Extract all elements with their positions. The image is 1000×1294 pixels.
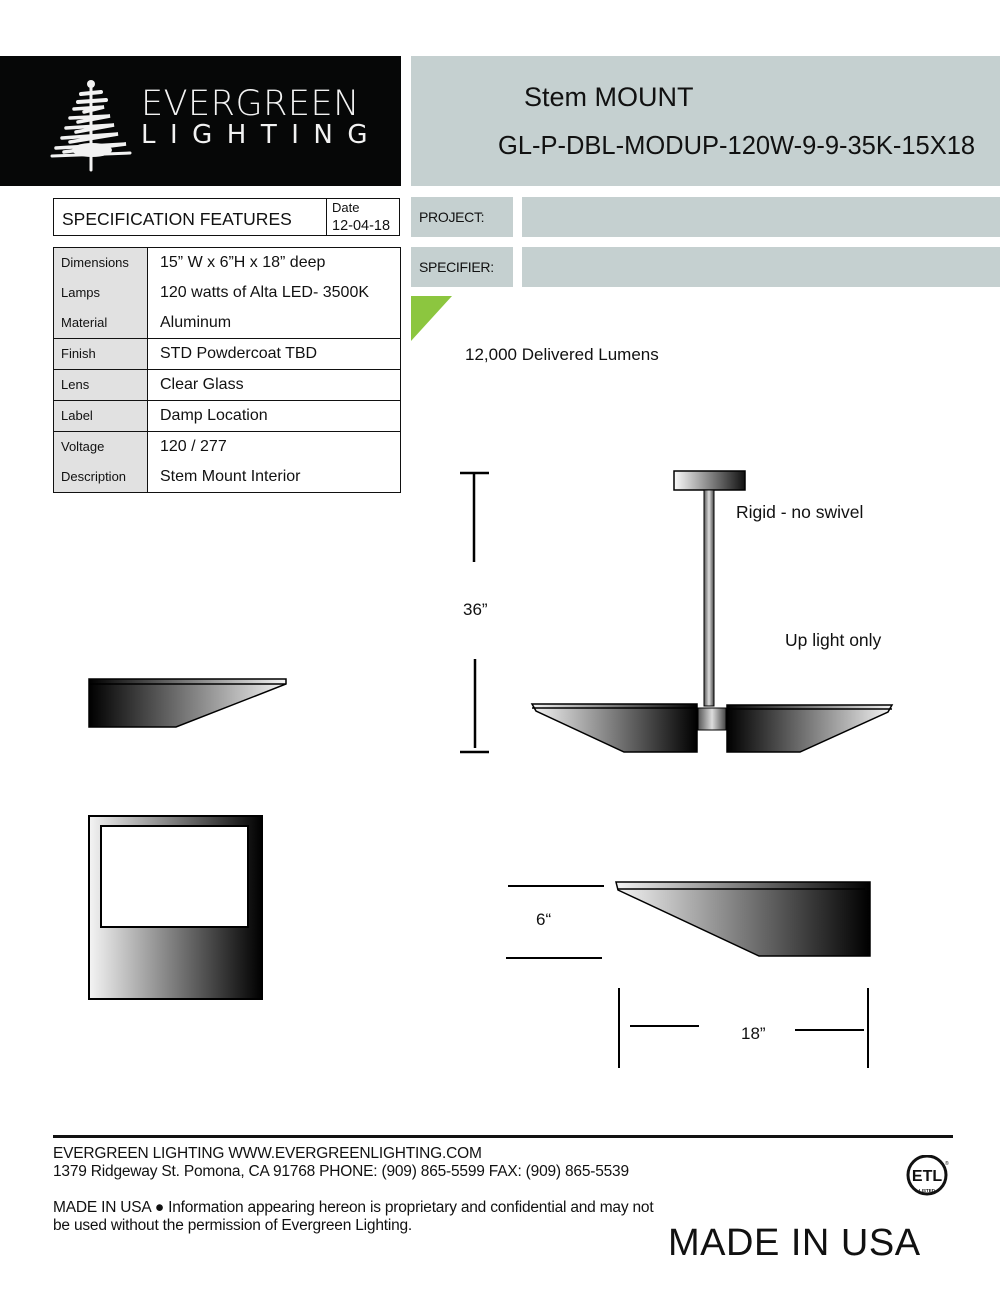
date-value: 12-04-18 [332, 218, 391, 234]
spec-label-voltage: Voltage [61, 439, 105, 454]
specifier-label: SPECIFIER: [419, 259, 494, 275]
logo-wordmark-lighting: LIGHTING [141, 120, 382, 150]
footer-disclaimer-line1: MADE IN USA ● Information appearing hereon is proprietary and confidential and may not [53, 1199, 654, 1216]
spec-value-label: Damp Location [160, 407, 268, 424]
spec-label-description: Description [61, 469, 127, 484]
spec-label-finish: Finish [61, 346, 96, 361]
side-view-large [616, 882, 870, 956]
spec-value-finish: STD Powdercoat TBD [160, 345, 318, 362]
spec-value-lens: Clear Glass [160, 376, 244, 393]
spec-value-lamps: 120 watts of Alta LED- 3500K [160, 284, 370, 301]
length-dimension-label: 18” [741, 1024, 766, 1043]
made-in-usa-badge: MADE IN USA [668, 1222, 921, 1264]
front-view [89, 816, 262, 999]
spec-label-material: Material [61, 315, 108, 330]
project-label: PROJECT: [419, 209, 485, 225]
svg-text:ETL: ETL [911, 1168, 943, 1185]
delivered-lumens: 12,000 Delivered Lumens [465, 345, 659, 364]
spec-features-title: SPECIFICATION FEATURES [62, 209, 292, 229]
spec-label-lamps: Lamps [61, 285, 101, 300]
etl-listed-icon [905, 1155, 953, 1197]
footer-disclaimer-line2: be used without the permission of Evergreen Lighting. [53, 1217, 413, 1234]
note-uplight: Up light only [785, 630, 882, 650]
spec-value-dimensions: 15” W x 6”H x 18” deep [160, 254, 326, 271]
footer-company-web: EVERGREEN LIGHTING WWW.EVERGREENLIGHTING.COM [53, 1145, 482, 1162]
model-number: GL-P-DBL-MODUP-120W-9-9-35K-15X18 [498, 132, 976, 160]
date-label: Date [332, 200, 360, 215]
note-rigid: Rigid - no swivel [736, 502, 864, 522]
height-dimension-label: 36” [463, 600, 488, 619]
spec-label-dimensions: Dimensions [61, 255, 129, 270]
spec-value-description: Stem Mount Interior [160, 468, 301, 485]
side-view-small [89, 679, 286, 727]
spec-value-voltage: 120 / 277 [160, 438, 227, 455]
spec-label-label: Label [61, 408, 93, 423]
footer-divider [53, 1135, 953, 1138]
spec-value-material: Aluminum [160, 314, 232, 331]
spec-label-lens: Lens [61, 377, 90, 392]
svg-text:®: ® [945, 1161, 949, 1167]
depth-dimension-label: 6“ [536, 910, 552, 929]
footer-address-phone: 1379 Ridgeway St. Pomona, CA 91768 PHONE: (909) 865-5599 FAX: (909) 865-5539 [53, 1163, 629, 1180]
depth-dimension-6 [506, 886, 604, 958]
mount-type-title: Stem MOUNT [524, 82, 694, 112]
svg-text:LISTED: LISTED [918, 1188, 936, 1193]
logo-wordmark-evergreen: EVERGREEN [141, 84, 360, 124]
